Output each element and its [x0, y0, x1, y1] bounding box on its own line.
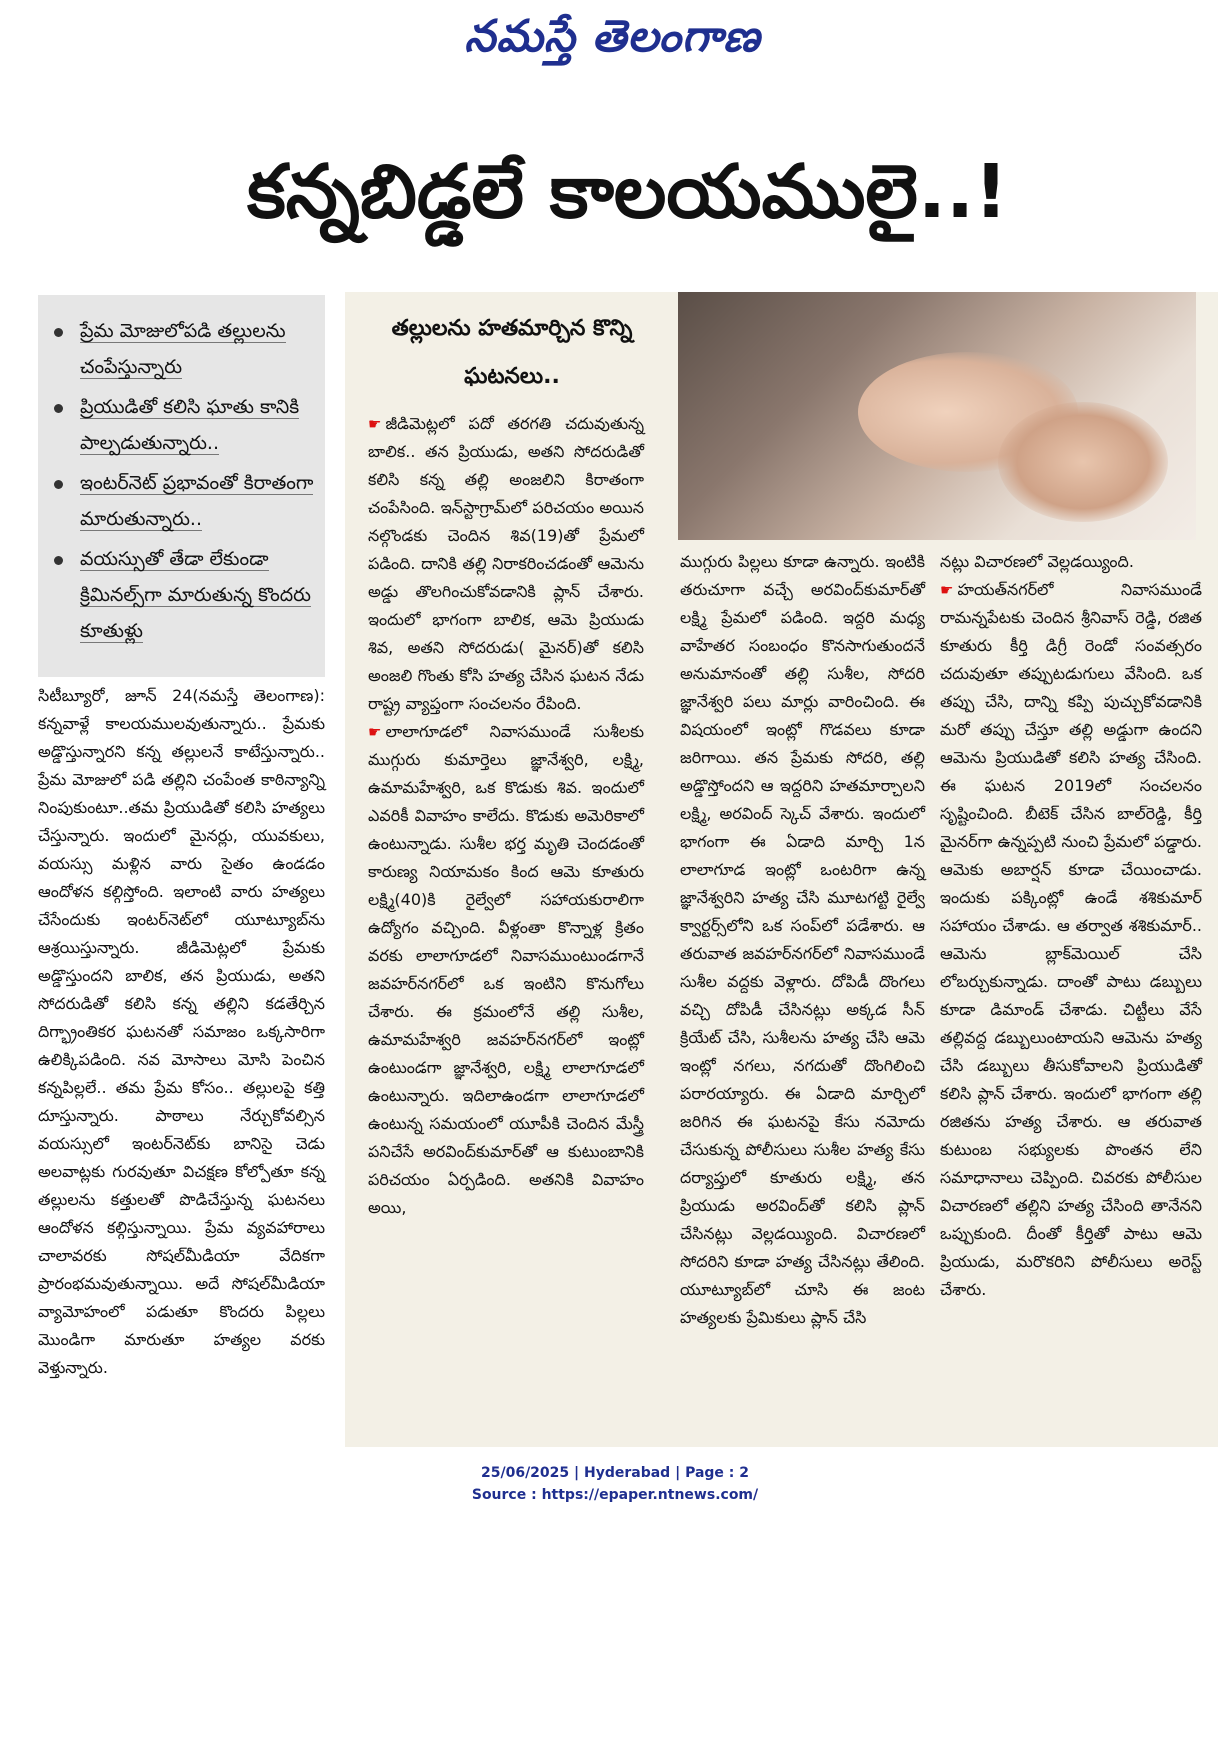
page-footer — [380, 1462, 850, 1506]
highlight-item: ప్రేమ మోజులోపడి తల్లులను చంపేస్తున్నారు — [54, 313, 317, 385]
bullet-marker-icon: ☛ — [368, 723, 382, 741]
incident-column-2: ముగ్గురు పిల్లలు కూడా ఉన్నారు. ఇంటికి తరుచూగా వచ్చే అరవింద్‌కుమార్‌తో లక్ష్మి ప్రేమలో పడింది. ఇద్దరి మధ్య వాహేతర సంబంధం కొనసాగుతుందనే అనుమానంతో తల్లి సుశీల, సోదరి జ్ఞానేశ్వరి పలు మార్లు వారించింది. ఈ విషయంలో ఇంట్లో గొడవలు కూడా జరిగాయి. తన ప్రేమకు సోదరి, తల్లి అడ్డొస్తోందని ఆ ఇద్దరిని హతమార్చాలని లక్ష్మి, అరవింద్ స్కెచ్ వేశారు. ఇందులో భాగంగా ఈ ఏడాది మార్చి 1న లాలాగూడ ఇంట్లో ఒంటరిగా ఉన్న జ్ఞానేశ్వరిని హత్య చేసి మూటగట్టి రైల్వే క్వార్టర్స్‌లోని ఒక సంప్‌లో పడేశారు. ఆ తరువాత జవహర్‌నగర్‌లో నివాసముండే సుశీల వద్దకు వెళ్లారు. దోపిడీ దొంగలు వచ్చి దోపిడీ చేసినట్లు అక్కడ సీన్ క్రియేట్ చేసి, సుశీలను హత్య చేసి ఆమె ఇంట్లో నగలు, నగదుతో దొంగిలించి పరారయ్యారు. ఈ ఏడాది మార్చిలో జరిగిన ఈ ఘటనపై కేసు నమోదు చేసుకున్న పోలీసులు సుశీల హత్య కేసు దర్యాప్తులో కూతురు లక్ష్మి, తన ప్రియుడు అరవింద్‌తో కలిసి ప్లాన్ చేసినట్లు వెల్లడయ్యింది. విచారణలో సోదరిని కూడా హత్య చేసినట్లు తేలింది. యూట్యూబ్‌లో చూసి ఈ జంట హత్యలకు ప్రేమికులు ప్లాన్ చేసి — [680, 552, 925, 1327]
lede-paragraph: సిటీబ్యూరో, జూన్ 24(నమస్తే తెలంగాణ): కన్నవాళ్లే కాలయములవుతున్నారు.. ప్రేమకు అడ్డొస్తున్నారని కన్న తల్లులనే కాటేస్తున్నారు.. ప్రేమ మోజులో పడి తల్లిని చంపేంత కాఠిన్యాన్ని నింపుకుంటూ..తమ ప్రియుడితో కలిసి హత్యలు చేస్తున్నారు. ఇందులో మైనర్లు, యువకులు, వయస్సు మళ్లిన వారు సైతం ఉండడం ఆందోళన కల్గిస్తోంది. ఇలాంటి వారు హత్యలు చేసేందుకు ఇంటర్‌నెట్‌లో యూట్యూబ్‌ను ఆశ్రయిస్తున్నారు. జీడిమెట్లలో ప్రేమకు అడ్డొస్తుందని బాలిక, తన ప్రియుడు, అతని సోదరుడితో కలిసి కన్న తల్లిని కడతేర్చిన దిగ్భ్రాంతికర ఘటనతో సమాజం ఒక్కసారిగా ఉలిక్కిపడింది. నవ మోసాలు మోసి పెంచిన కన్నపిల్లలే.. తమ ప్రేమ కోసం.. తల్లులపై కత్తి దూస్తున్నారు. పాఠాలు నేర్చుకోవల్సిన వయస్సులో ఇంటర్‌నెట్‌కు బానిసై చెడు అలవాట్లకు గురవుతూ విచక్షణ కోల్పోతూ కన్న తల్లులను కత్తులతో పొడిచేస్తున్న ఘటనలు ఆందోళన కల్గిస్తున్నాయి. ప్రేమ వ్యవహారాలు చాలావరకు సోషల్‌మీడియా వేదికగా ప్రారంభమవుతున్నాయి. అదే సోషల్‌మీడియా వ్యామోహంలో పడుతూ కొందరు పిల్లలు మొండిగా మారుతూ హత్యల వరకు వెళ్తున్నారు. — [38, 686, 325, 1377]
highlight-item: ఇంటర్‌నెట్ ప్రభావంతో కిరాతంగా మారుతున్నారు.. — [54, 465, 317, 537]
footer-date-line: 25/06/2025 | Hyderabad | Page : 2 — [480, 1465, 750, 1481]
masthead-logo: నమస్తే తెలంగాణ — [464, 11, 761, 62]
bullet-marker-icon: ☛ — [940, 581, 954, 599]
incident-column-3: నట్లు విచారణలో వెల్లడయ్యింది. ☛ హయత్‌నగర్‌లో నివాసముండే రామన్నపేటకు చెందిన శ్రీనివాస్ రెడ్డి, రజిత కూతురు కీర్తి డిగ్రీ రెండో సంవత్సరం చదువుతూ తప్పుటడుగులు వేసింది. ఒక తప్పు చేసి, దాన్ని కప్పి పుచ్చుకోవడానికి మరో తప్పు చేస్తూ తల్లి అడ్డుగా ఉందని ఆమెను ప్రియుడితో కలిసి హత్య చేసింది. ఈ ఘటన 2019లో సంచలనం సృష్టించింది. బీటెక్ చేసిన బాల్‌రెడ్డి, కీర్తి మైనర్‌గా ఉన్నప్పటి నుంచి ప్రేమలో పడ్డారు. ఆమెకు అబార్షన్ కూడా చేయించాడు. ఇందుకు పక్కింట్లో ఉండే శశికుమార్ సహాయం చేశాడు. ఆ తర్వాత శశికుమార్.. ఆమెను బ్లాక్‌మెయిల్ చేసి లోబర్చుకున్నాడు. దాంతో పాటు డబ్బులు కూడా డిమాండ్ చేశాడు. చిట్టీలు వేసే తల్లివద్ద డబ్బులుంటాయని ఆమెను హత్య చేసి డబ్బులు తీసుకోవాలని ప్రియుడితో కలిసి ప్లాన్ చేశారు. ఇందులో భాగంగా తల్లి రజితను హత్య చేశారు. ఆ తరువాత కుటుంబ సభ్యులకు పొంతన లేని సమాధానాలు చెప్పింది. చివరకు పోలీసుల విచారణలో తల్లిని హత్య చేసింది తానేనని ఒప్పుకుంది. దీంతో కీర్తితో పాటు ఆమె ప్రియుడు, మరొకరిని పోలీసులు అరెస్ట్ చేశారు. — [940, 552, 1202, 1299]
highlight-item: ప్రియుడితో కలిసి ఘాతు కానికి పాల్పడుతున్నారు.. — [54, 389, 317, 461]
news-photo — [678, 292, 1196, 540]
highlight-item: వయస్సుతో తేడా లేకుండా క్రిమినల్స్‌గా మారుతున్న కొందరు కూతుళ్లు — [54, 541, 317, 649]
highlights-box — [38, 295, 325, 677]
footer-source-line: Source : https://epaper.ntnews.com/ — [471, 1487, 759, 1503]
headline: కన్నబిడ్డలే కాలయములై..! — [247, 149, 1008, 235]
bullet-marker-icon: ☛ — [368, 415, 382, 433]
incident-column-1: ☛ జీడిమెట్లలో పదో తరగతి చదువుతున్న బాలిక.. తన ప్రియుడు, అతని సోదరుడితో కలిసి కన్న తల్లి అంజలిని కిరాతంగా చంపేసింది. ఇన్‌స్టాగ్రామ్‌లో పరిచయం అయిన నల్గొండకు చెందిన శివ(19)తో ప్రేమలో పడింది. దానికి తల్లి నిరాకరించడంతో ఆమెను అడ్డు తొలగించుకోవడానికి ప్లాన్ చేశారు. ఇందులో భాగంగా బాలిక, ఆమె ప్రియుడు శివ, అతని సోదరుడు( మైనర్)తో కలిసి అంజలి గొంతు కోసి హత్య చేసిన ఘటన నేడు రాష్ట్ర వ్యాప్తంగా సంచలనం రేపింది. ☛ లాలాగూడలో నివాసముండే సుశీలకు ముగ్గురు కుమార్తెలు జ్ఞానేశ్వరి, లక్ష్మి, ఉమామహేశ్వరి, ఒక కొడుకు శివ. ఇందులో ఎవరికీ వివాహం కాలేదు. కొడుకు అమెరికాలో ఉంటున్నాడు. సుశీల భర్త మృతి చెందడంతో కారుణ్య నియామకం కింద ఆమె కూతురు లక్ష్మి(40)కి రైల్వేలో సహాయకురాలిగా ఉద్యోగం వచ్చింది. వీళ్లంతా కొన్నాళ్ల క్రితం వరకు లాలాగూడలో నివాసముంటుండగానే జవహర్‌నగర్‌లో ఒక ఇంటిని కొనుగోలు చేశారు. ఈ క్రమంలోనే తల్లి సుశీల, ఉమామహేశ్వరి జవహర్‌నగర్‌లో ఇంట్లో ఉంటుండగా జ్ఞానేశ్వరి, లక్ష్మి లాలాగూడలో ఉంటున్నారు. ఇదిలాఉండగా లాలాగూడలో ఉంటున్న సమయంలో యూపీకి చెందిన మేస్త్రీ పనిచేసే అరవింద్‌కుమార్‌తో ఆ కుటుంబానికి పరిచయం ఏర్పడింది. అతనికి వివాహం అయి, — [368, 414, 644, 1217]
incidents-subhead: తల్లులను హతమార్చిన కొన్ని ఘటనలు.. — [391, 316, 633, 389]
